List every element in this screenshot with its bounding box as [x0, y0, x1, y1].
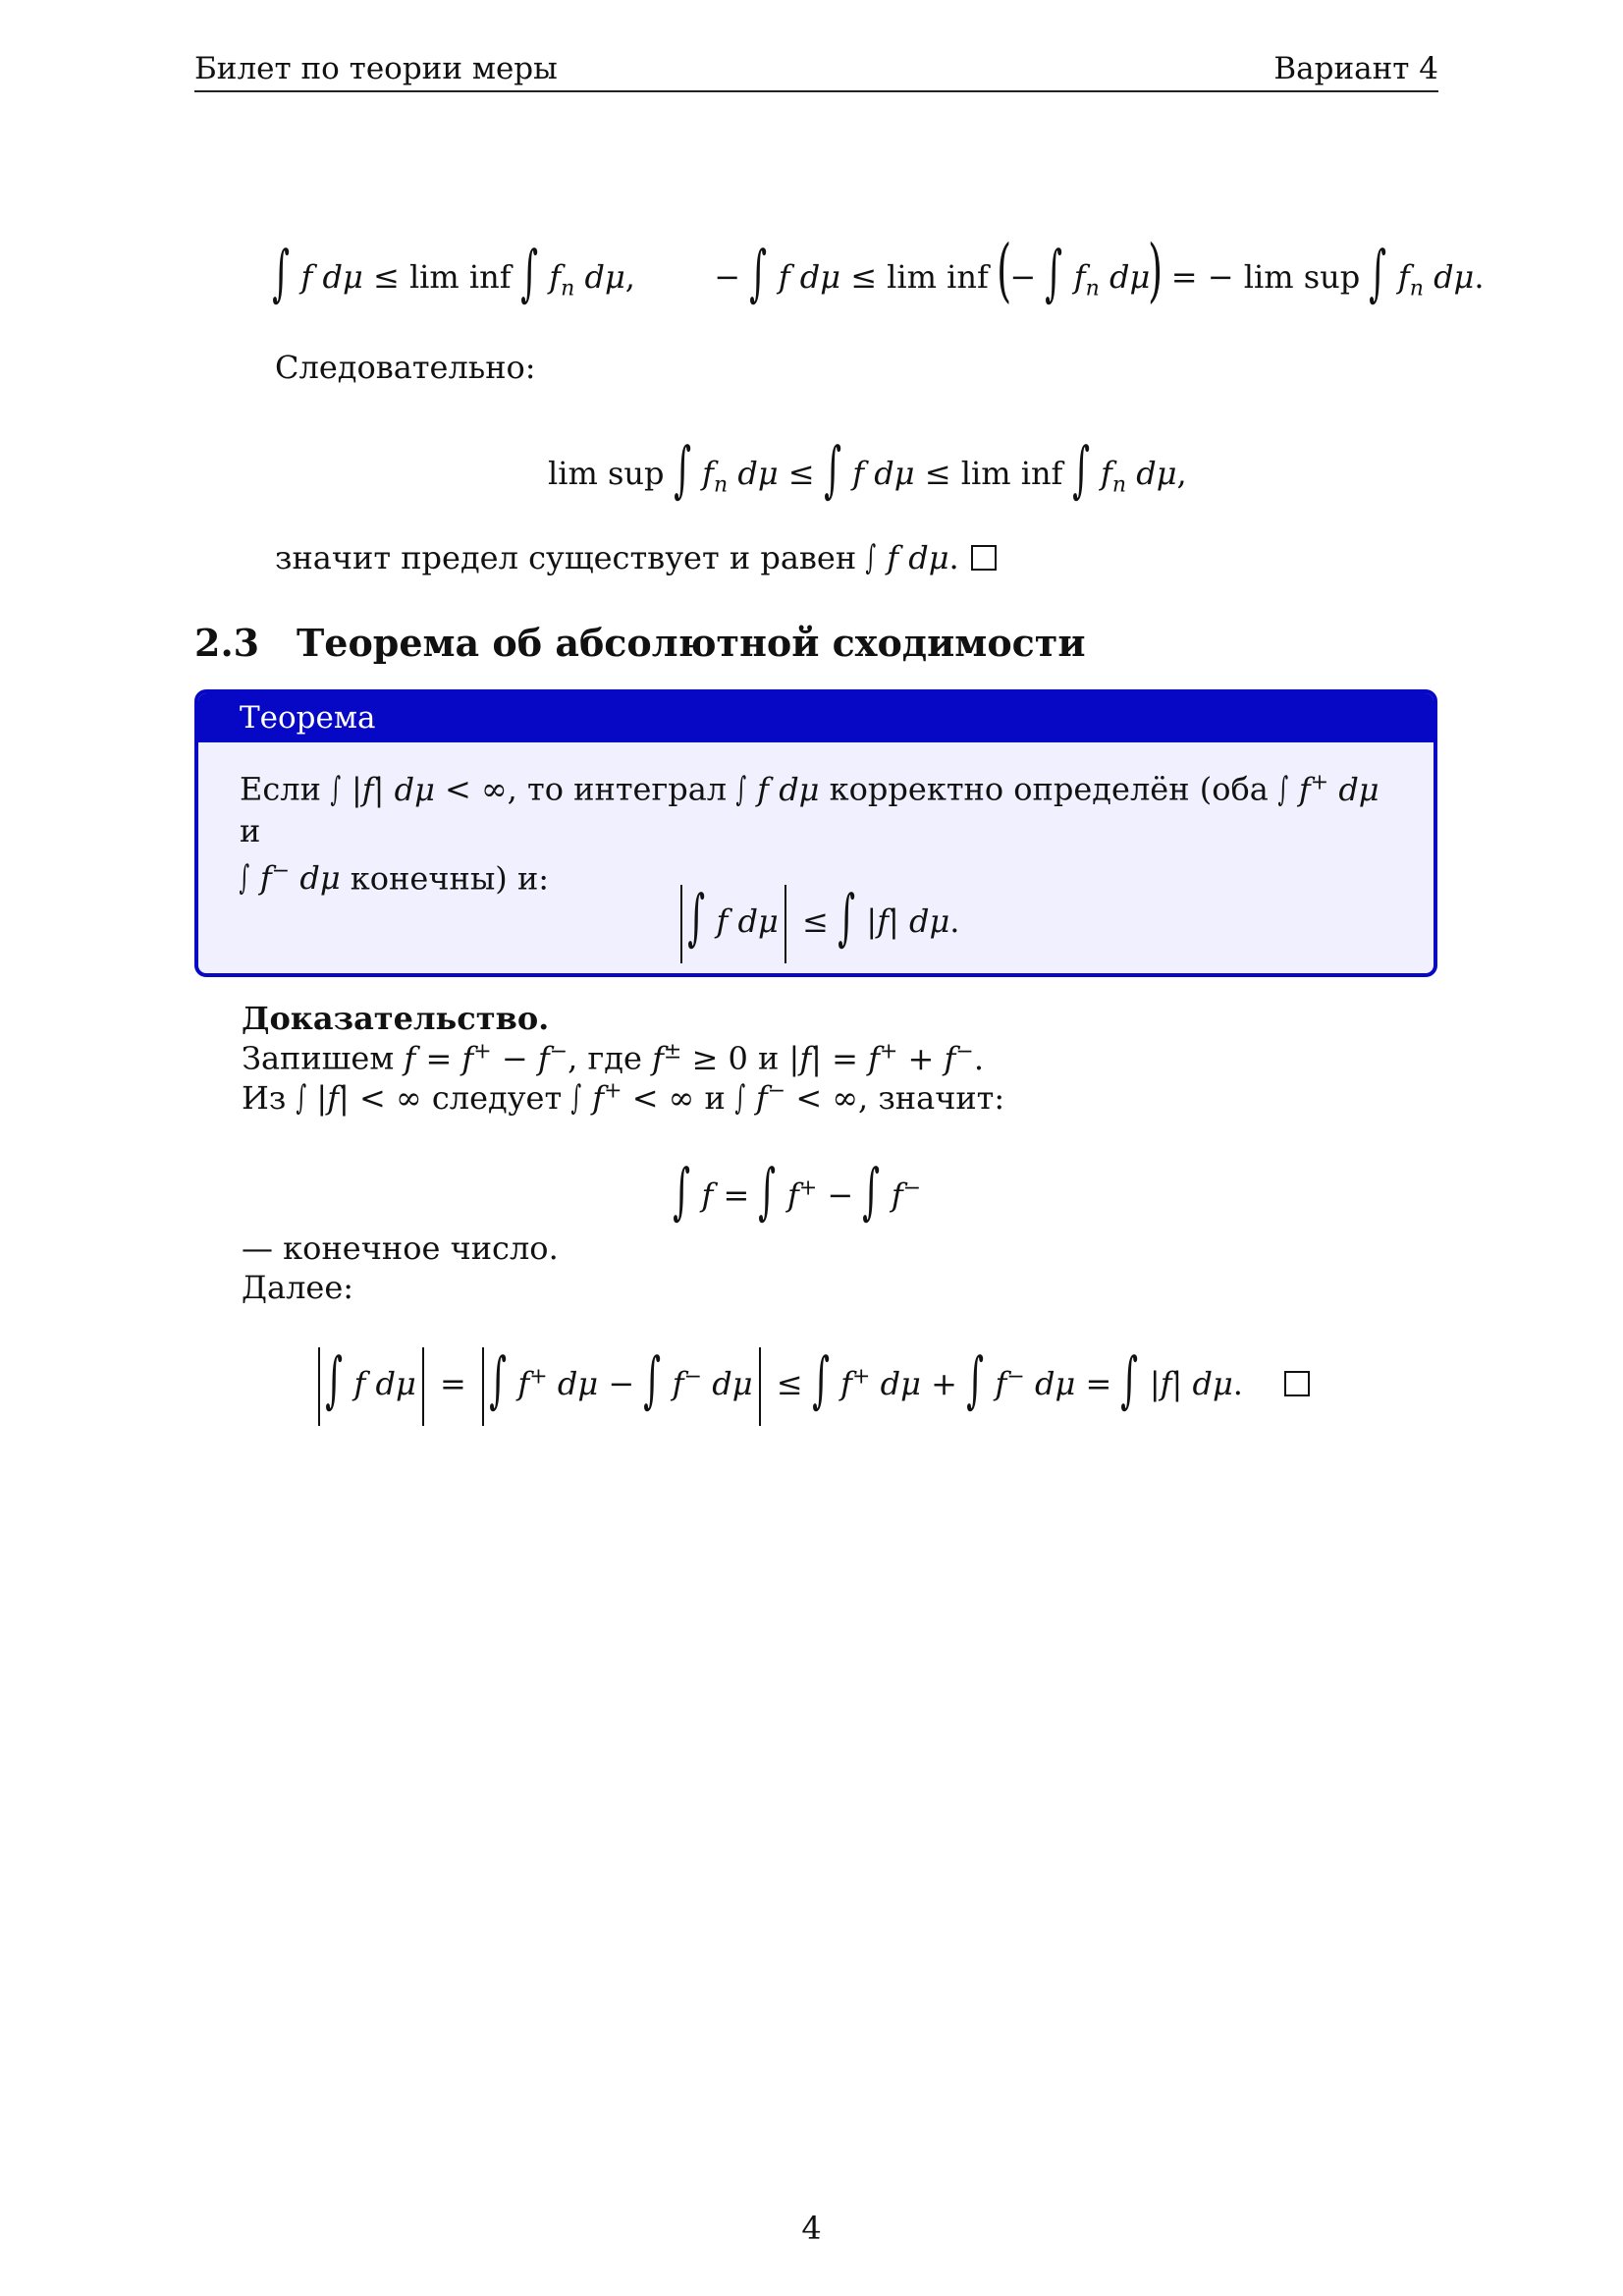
proof-line-integrability: Из ∫ |f| < ∞ следует ∫ f+ < ∞ и ∫ f− < ∞, значит: — [242, 1078, 1005, 1118]
qed-symbol — [971, 545, 997, 571]
page-number: 4 — [801, 2210, 822, 2247]
conclusion-text: значит предел существует и равен — [275, 539, 857, 576]
running-header-title: Билет по теории меры — [194, 51, 558, 86]
qed-symbol — [1284, 1371, 1310, 1396]
equation-fatou-inequalities: ∫ f dμ ≤ lim inf ∫ $f_n$ dμ, − ∫ f dμ ≤ lim inf (− ∫ $f_n$ dμ) = − lim sup ∫ $f_n$ dμ. — [272, 230, 1485, 310]
theorem-title: Теорема — [198, 693, 1434, 742]
proof-heading: Доказательство. — [242, 1000, 550, 1037]
theorem-box — [194, 689, 1437, 977]
theorem-statement: Если ∫ |f| dμ < ∞, то интеграл ∫ f dμ корректно определён (оба ∫ f+ dμ и ∫ f− dμ конечны) и: — [239, 769, 1380, 899]
header-rule — [194, 90, 1438, 92]
proof-line-decomposition: Запишем f = f+ − f−, где f± ≥ 0 и |f| = f+ + f−. — [242, 1039, 984, 1077]
text-limit-conclusion: значит предел существует и равен ∫ f dμ. — [275, 538, 997, 577]
equation-limsup-liminf: lim sup ∫ $f_n$ dμ ≤ ∫ f dμ ≤ lim inf ∫ $f_n$ dμ, — [548, 433, 1187, 505]
proof-finite-number: — конечное число. — [242, 1230, 559, 1267]
section-title: Теорема об абсолютной сходимости — [297, 621, 1086, 665]
proof-further: Далее: — [242, 1269, 354, 1306]
text-therefore: Следовательно: — [275, 349, 536, 386]
running-header-variant: Вариант 4 — [1273, 51, 1438, 86]
section-heading — [194, 621, 1086, 665]
equation-integral-split: ∫ f = ∫ f+ − ∫ f− — [673, 1155, 922, 1227]
equation-final-chain: ∫ f dμ = ∫ f+ dμ − ∫ f− dμ ≤ ∫ f+ dμ + ∫ f− dμ = ∫ |f| dμ. — [312, 1338, 1310, 1426]
section-number: 2.3 — [194, 621, 260, 665]
theorem-inequality: ∫ f dμ ≤ ∫ |f| dμ. — [675, 875, 959, 963]
